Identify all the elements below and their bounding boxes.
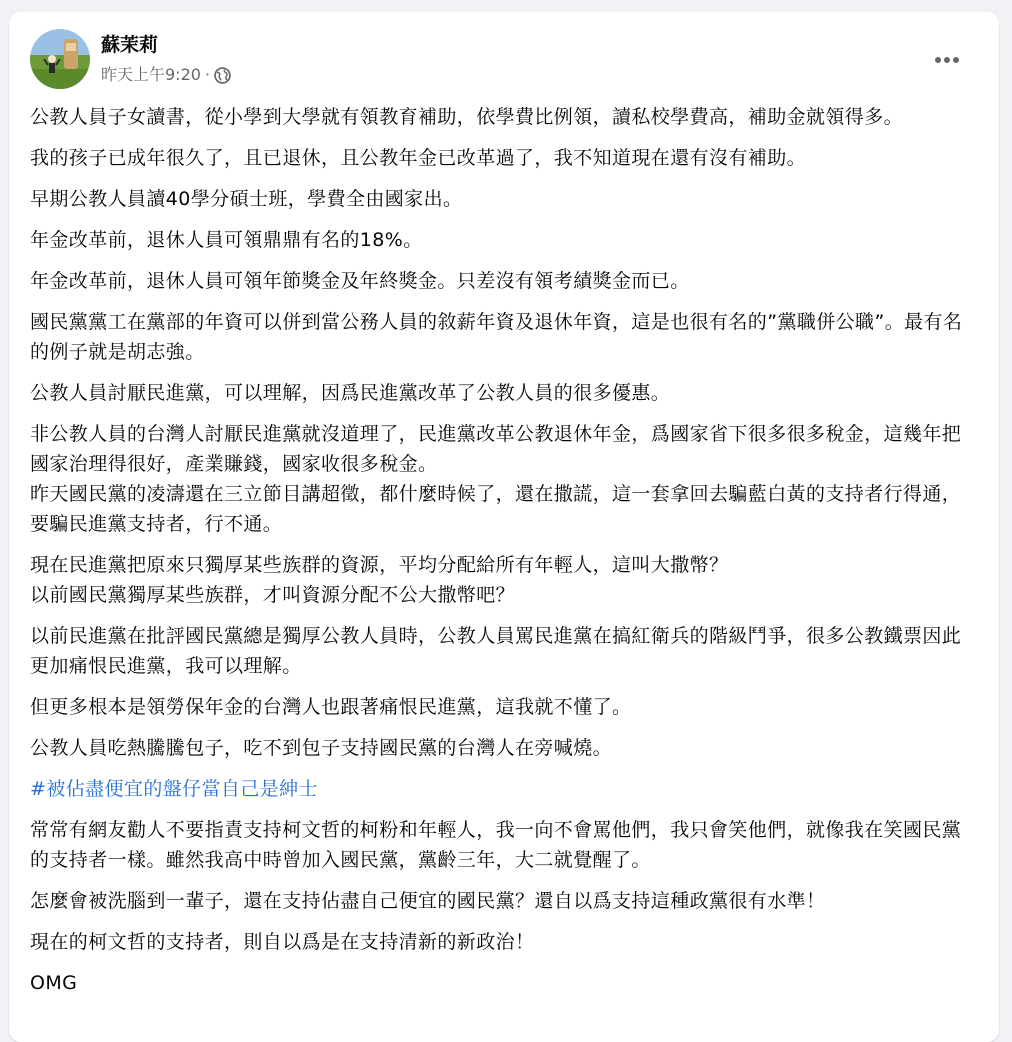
- paragraph: OMG: [30, 972, 78, 994]
- paragraph: 非公教人員的台灣人討厭民進黨就沒道理了，民進黨改革公教退休年金，爲國家省下很多很多稅金，這幾年把國家治理得很好，產業賺錢，國家收很多稅金。: [30, 423, 962, 475]
- more-options-button[interactable]: [927, 40, 967, 80]
- post-meta: [101, 64, 231, 86]
- paragraph: 公教人員吃熱騰騰包子，吃不到包子支持國民黨的台灣人在旁喊燒。: [30, 737, 613, 759]
- more-options-icon: [934, 56, 960, 64]
- paragraph: 怎麼會被洗腦到一輩子，還在支持佔盡自己便宜的國民黨？還自以爲支持這種政黨很有水準！: [30, 890, 826, 912]
- author-name[interactable]: 蘇茉莉: [101, 34, 159, 56]
- avatar[interactable]: [30, 29, 90, 89]
- paragraph: 年金改革前，退休人員可領年節獎金及年終獎金。只差沒有領考績獎金而已。: [30, 270, 690, 292]
- meta-separator: ·: [204, 65, 211, 84]
- post-card: [9, 12, 999, 1042]
- paragraph: 現在民進黨把原來只獨厚某些族群的資源，平均分配給所有年輕人，這叫大撒幣？: [30, 554, 729, 576]
- paragraph: 但更多根本是領勞保年金的台灣人也跟著痛恨民進黨，這我就不懂了。: [30, 696, 632, 718]
- paragraph: 公教人員子女讀書，從小學到大學就有領教育補助，依學費比例領，讀私校學費高，補助金就領得多。: [30, 106, 904, 128]
- paragraph: 我的孩子已成年很久了，且已退休，且公教年金已改革過了，我不知道現在還有沒有補助。: [30, 147, 807, 169]
- paragraph: 常常有網友勸人不要指責支持柯文哲的柯粉和年輕人，我一向不會罵他們，我只會笑他們，就像我在笑國民黨的支持者一樣。雖然我高中時曾加入國民黨，黨齡三年，大二就覺醒了。: [30, 819, 962, 871]
- hashtag-link[interactable]: #被佔盡便宜的盤仔當自己是紳士: [30, 778, 318, 800]
- paragraph: 以前國民黨獨厚某些族群，才叫資源分配不公大撒幣吧？: [30, 584, 516, 606]
- timestamp[interactable]: 昨天上午9:20: [101, 65, 201, 84]
- globe-icon[interactable]: [214, 67, 231, 84]
- paragraph: 以前民進黨在批評國民黨總是獨厚公教人員時，公教人員罵民進黨在搞紅衛兵的階級鬥爭，很多公教鐵票因此更加痛恨民進黨，我可以理解。: [30, 625, 962, 677]
- paragraph: 早期公教人員讀40學分碩士班，學費全由國家出。: [30, 188, 463, 210]
- paragraph: 公教人員討厭民進黨，可以理解，因爲民進黨改革了公教人員的很多優惠。: [30, 382, 671, 404]
- post-body: [30, 102, 980, 1009]
- paragraph: 國民黨黨工在黨部的年資可以併到當公務人員的敘薪年資及退休年資，這是也很有名的”黨職併公職”。最有名的例子就是胡志強。: [30, 311, 963, 363]
- paragraph: 年金改革前，退休人員可領鼎鼎有名的18%。: [30, 229, 423, 251]
- paragraph: 現在的柯文哲的支持者，則自以爲是在支持清新的新政治！: [30, 931, 535, 953]
- paragraph: 昨天國民黨的凌濤還在三立節目講超徵，都什麼時候了，還在撒謊，這一套拿回去騙藍白黃的支持者行得通，要騙民進黨支持者，行不通。: [30, 483, 962, 535]
